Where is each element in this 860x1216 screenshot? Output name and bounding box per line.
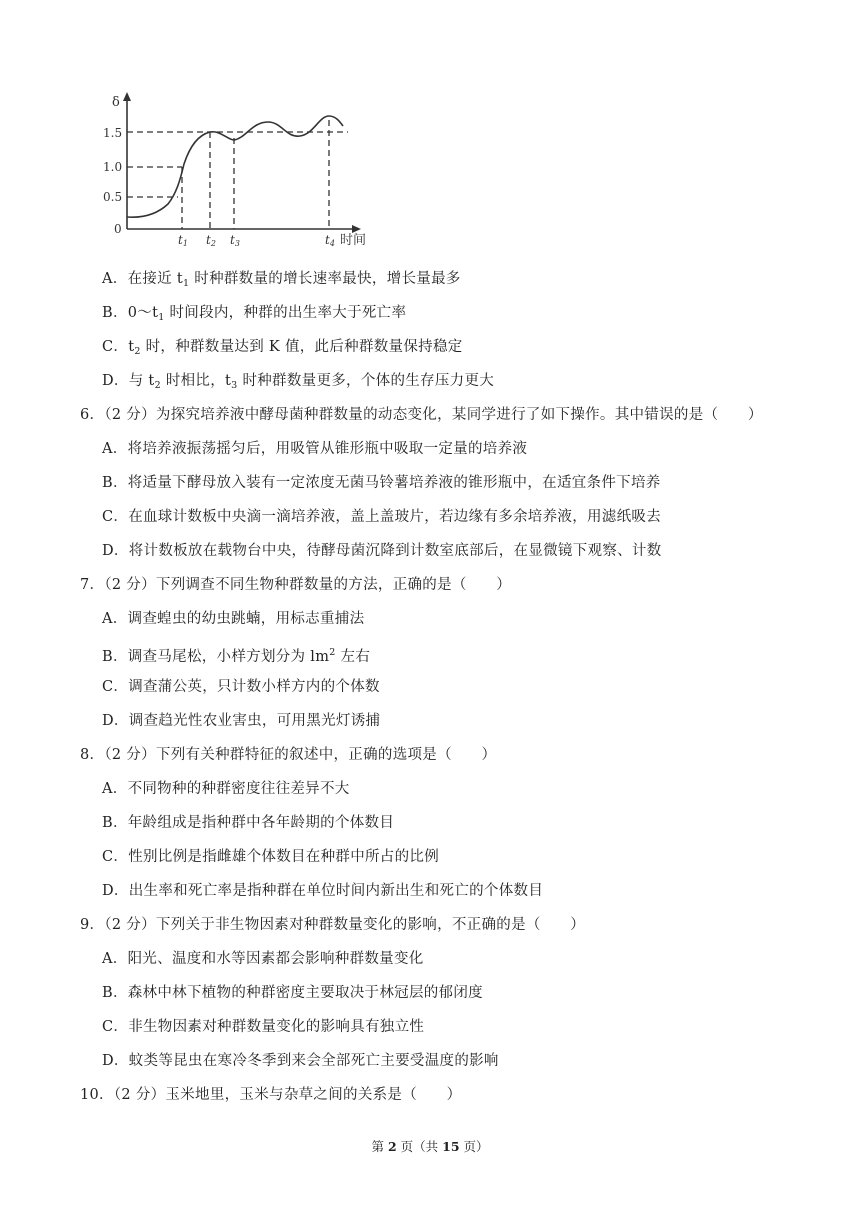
y-tick-1-0: 1.0 (103, 160, 123, 174)
population-curve-figure (100, 86, 380, 256)
y-tick-0-5: 0.5 (103, 190, 123, 204)
q9-option-c: C．非生物因素对种群数量变化的影响具有独立性 (102, 1019, 425, 1035)
q7-stem: 7．（2 分）下列调查不同生物种群数量的方法，正确的是（ ） (80, 577, 512, 593)
y-axis-label: δ (112, 95, 120, 110)
y-axis-arrow (123, 92, 131, 101)
x-tick-t2: t2 (206, 233, 216, 248)
x-axis-arrow (352, 225, 361, 233)
q8-option-c: C．性别比例是指雌雄个体数目在种群中所占的比例 (102, 849, 439, 865)
q7-option-a: A．调查蝗虫的幼虫跳蝻，用标志重捕法 (102, 611, 365, 627)
q5-option-a: A．在接近 $t_1$ 时种群数量的增长速率最快，增长量最多 (102, 271, 461, 289)
y-tick-1-5: 1.5 (103, 126, 123, 140)
q8-option-d: D．出生率和死亡率是指种群在单位时间内新出生和死亡的个体数目 (102, 883, 544, 899)
q5-option-c: C．$t_2$ 时，种群数量达到 K 值，此后种群数量保持稳定 (102, 339, 463, 357)
q9-stem: 9．（2 分）下列关于非生物因素对种群数量变化的影响，不正确的是（ ） (80, 917, 586, 933)
y-tick-0: 0 (114, 222, 122, 236)
q8-stem: 8．（2 分）下列有关种群特征的叙述中，正确的选项是（ ） (80, 747, 497, 763)
q7-option-d: D．调查趋光性农业害虫，可用黑光灯诱捕 (102, 713, 381, 729)
q6-option-c: C．在血球计数板中央滴一滴培养液，盖上盖玻片，若边缘有多余培养液，用滤纸吸去 (102, 509, 661, 525)
x-tick-t4: t4 (325, 233, 335, 248)
q9-option-b: B．森林中林下植物的种群密度主要取决于林冠层的郁闭度 (102, 985, 483, 1001)
q6-option-d: D．将计数板放在载物台中央，待酵母菌沉降到计数室底部后，在显微镜下观察、计数 (102, 543, 662, 559)
x-tick-t1: t1 (178, 233, 188, 248)
q6-stem: 6．（2 分）为探究培养液中酵母菌种群数量的动态变化，某同学进行了如下操作。其中错误的是（ ） (80, 407, 763, 423)
q8-option-a: A．不同物种的种群密度往往差异不大 (102, 781, 350, 797)
q10-stem: 10．（2 分）玉米地里，玉米与杂草之间的关系是（ ） (80, 1087, 462, 1103)
q8-option-b: B．年龄组成是指种群中各年龄期的个体数目 (102, 815, 395, 831)
q7-option-b: B．调查马尾松，小样方划分为 $lm^2$ 左右 (102, 647, 371, 665)
q7-option-c: C．调查蒲公英，只计数小样方内的个体数 (102, 679, 380, 695)
q6-option-a: A．将培养液振荡摇匀后，用吸管从锥形瓶中吸取一定量的培养液 (102, 441, 528, 457)
x-tick-t3: t3 (230, 233, 240, 248)
q6-option-b: B．将适量下酵母放入装有一定浓度无菌马铃薯培养液的锥形瓶中，在适宜条件下培养 (102, 475, 661, 491)
page-footer: 第 2 页（共 15 页） (371, 1139, 489, 1154)
population-curve-svg (100, 86, 380, 256)
q9-option-a: A．阳光、温度和水等因素都会影响种群数量变化 (102, 951, 424, 967)
q5-option-b: B．$0\sim t_1$ 时间段内，种群的出生率大于死亡率 (102, 305, 407, 323)
q9-option-d: D．蚊类等昆虫在寒冷冬季到来会全部死亡主要受温度的影响 (102, 1053, 499, 1069)
x-axis-label: 时间 (340, 233, 367, 248)
q5-option-d: D．与 $t_2$ 时相比，$t_3$ 时种群数量更多，个体的生存压力更大 (102, 373, 495, 391)
